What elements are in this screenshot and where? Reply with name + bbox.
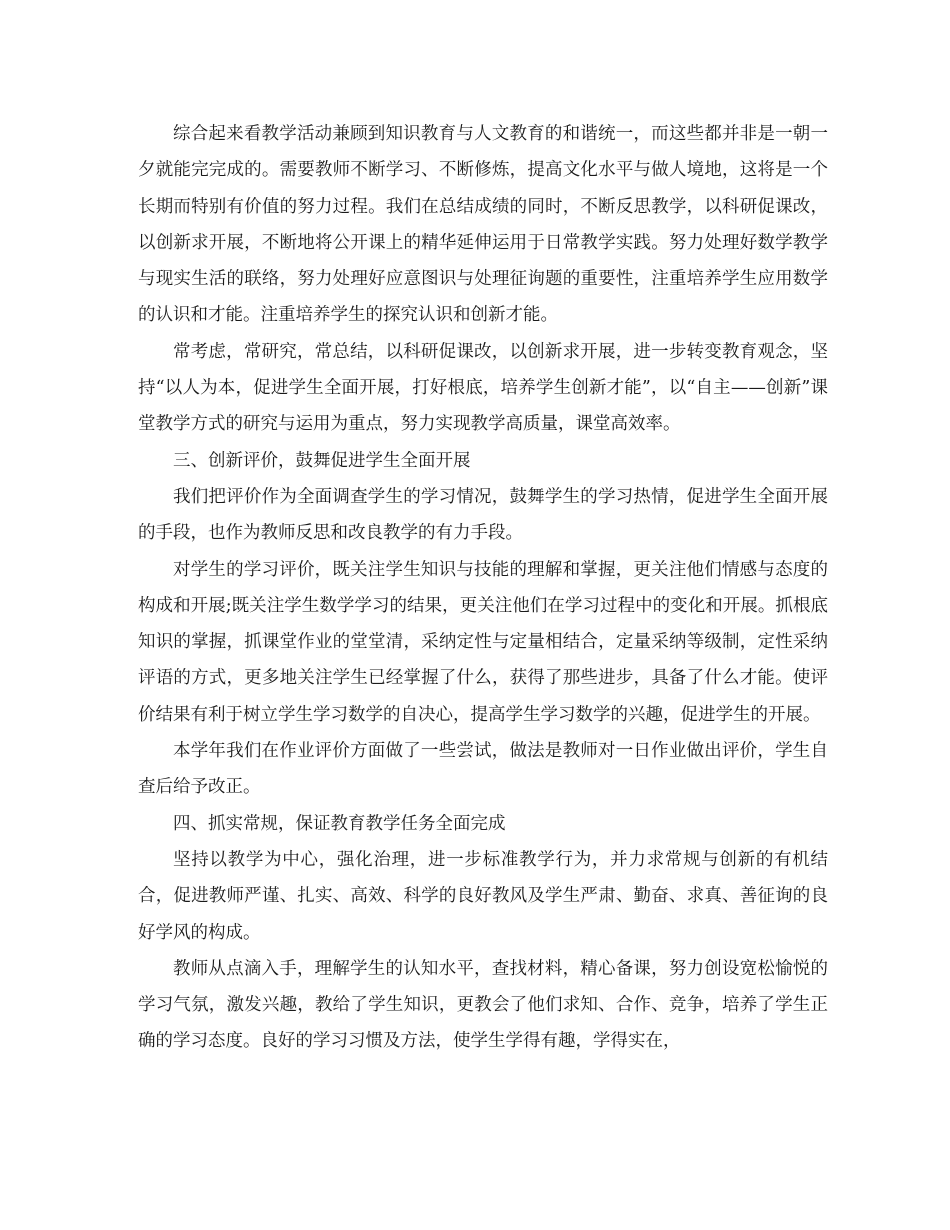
paragraph-reflection: 常考虑，常研究，常总结，以科研促课改，以创新求开展，进一步转变教育观念，坚持“以人为本，促进学生全面开展，打好根底，培养学生创新才能”，以“自主——创新”课堂教学方式的研究与运用为重点，努力实现教学高质量，课堂高效率。	[138, 341, 828, 435]
paragraph-summary: 综合起来看教学活动兼顾到知识教育与人文教育的和谐统一，而这些都并非是一朝一夕就能完完成的。需要教师不断学习、不断修炼，提高文化水平与做人境地，这将是一个长期而特别有价值的努力过程。我们在总结成绩的同时，不断反思教学，以科研促课改，以创新求开展，不断地将公开课上的精华延伸运用于日常教学实践。努力处理好数学教学与现实生活的联络，努力处理好应意图识与处理征询题的重要性，注重培养学生应用数学的认识和才能。注重培养学生的探究认识和创新才能。	[138, 124, 828, 326]
section-heading-evaluation: 三、创新评价，鼓舞促进学生全面开展	[173, 450, 471, 471]
section-heading-routine: 四、抓实常规，保证教育教学任务全面完成	[173, 813, 506, 834]
paragraph-evaluation-purpose: 我们把评价作为全面调查学生的学习情况，鼓舞学生的学习热情，促进学生全面开展的手段，也作为教师反思和改良教学的有力手段。	[138, 486, 828, 544]
paragraph-routine: 坚持以教学为中心，强化治理，进一步标准教学行为，并力求常规与创新的有机结合，促进教师严谨、扎实、高效、科学的良好教风及学生严肃、勤奋、求真、善征询的良好学风的构成。	[138, 849, 828, 943]
document-body	[138, 116, 828, 1060]
paragraph-evaluation-detail: 对学生的学习评价，既关注学生知识与技能的理解和掌握，更关注他们情感与态度的构成和开展;既关注学生数学学习的结果，更关注他们在学习过程中的变化和开展。抓根底知识的掌握，抓课堂作业的堂堂清，采纳定性与定量相结合，定量采纳等级制，定性采纳评语的方式，更多地关注学生已经掌握了什么，获得了那些进步，具备了什么才能。使评价结果有利于树立学生学习数学的自决心，提高学生学习数学的兴趣，促进学生的开展。	[138, 559, 828, 725]
paragraph-teacher-practice: 教师从点滴入手，理解学生的认知水平，查找材料，精心备课，努力创设宽松愉悦的学习气氛，激发兴趣，教给了学生知识，更教会了他们求知、合作、竞争，培养了学生正确的学习态度。良好的学习习惯及方法，使学生学得有趣，学得实在，	[138, 958, 828, 1052]
paragraph-homework-evaluation: 本学年我们在作业评价方面做了一些尝试，做法是教师对一日作业做出评价，学生自查后给予改正。	[138, 741, 828, 798]
